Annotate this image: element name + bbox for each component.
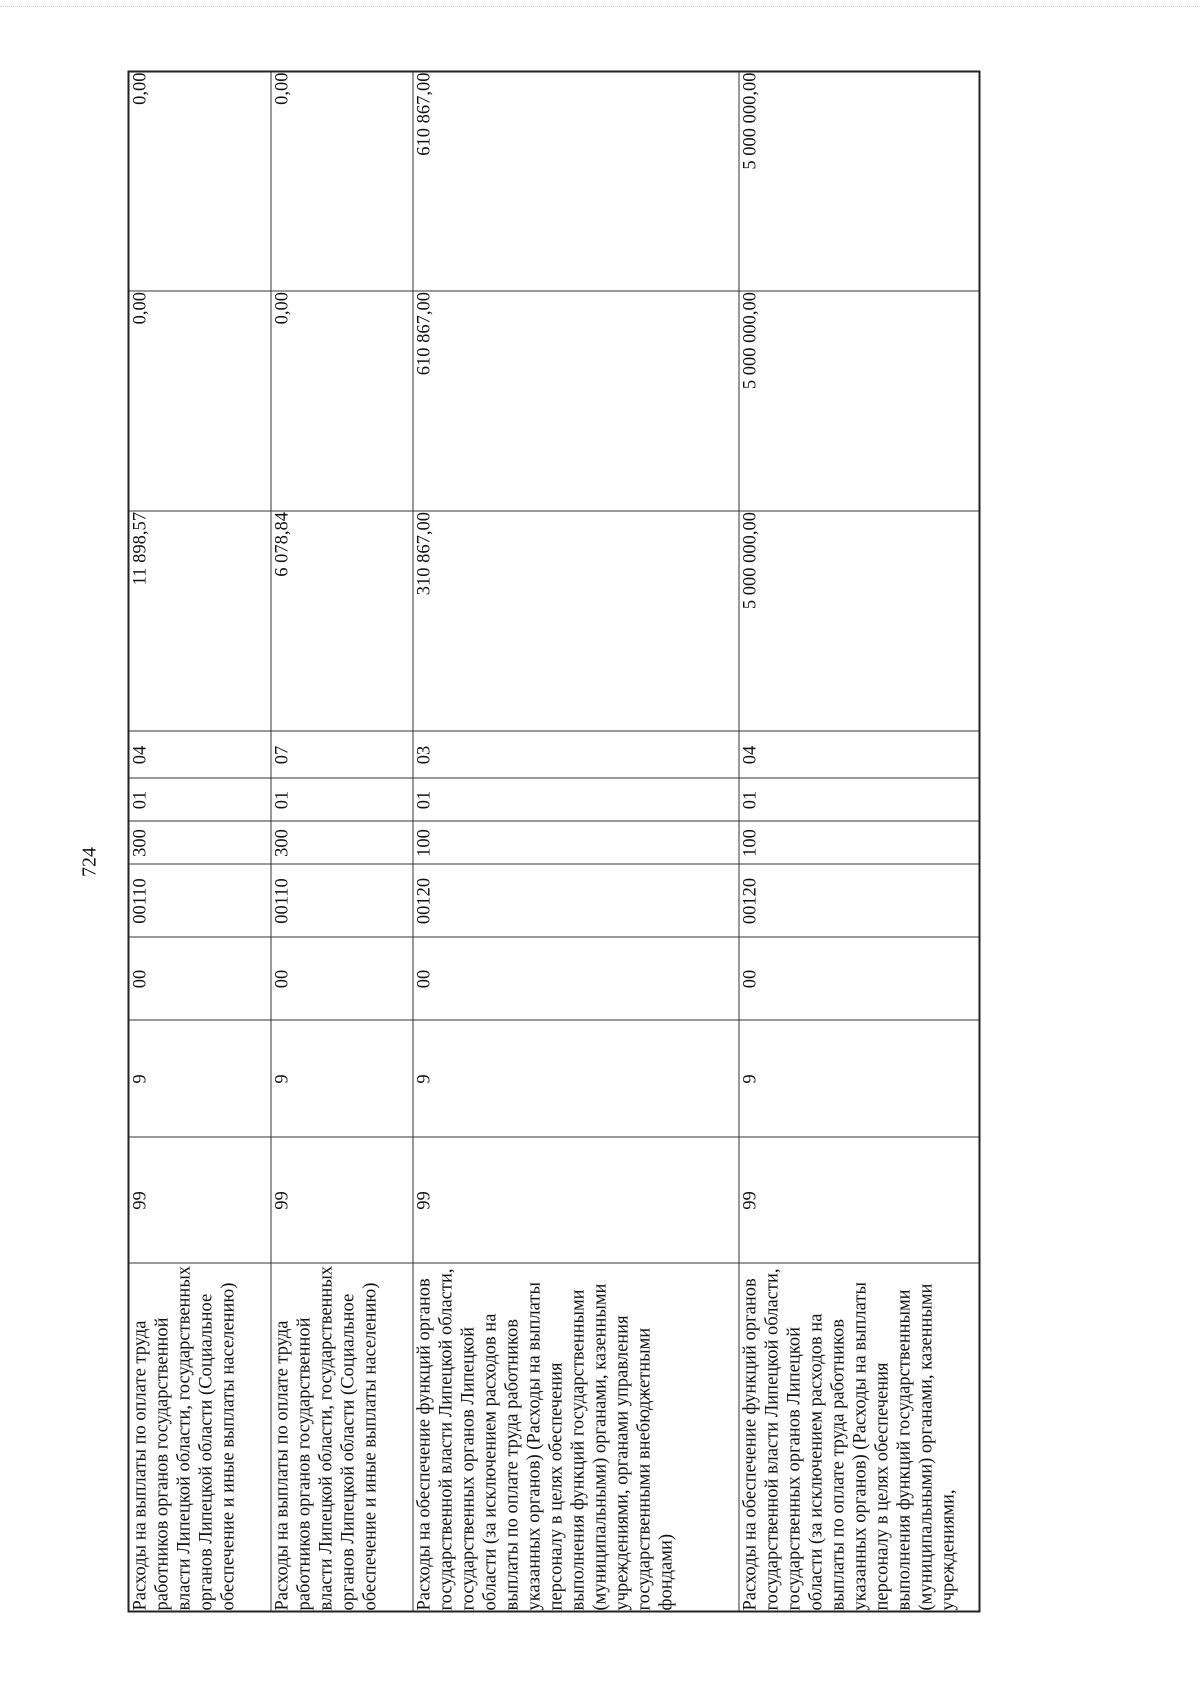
amount-3: 0,00 (129, 71, 271, 291)
row-description: Расходы на выплаты по оплате труда работников органов государственной власти Липецкой области, государственных органов Липецкой области (Социальное обеспечение и иные выплаты населению) (129, 1263, 271, 1611)
amount-3: 0,00 (271, 71, 413, 291)
table-row (129, 71, 271, 1611)
amount-2: 0,00 (129, 291, 271, 511)
amount-2: 0,00 (271, 291, 413, 511)
code-subprogram: 9 (129, 1020, 271, 1137)
scan-top-edge (0, 6, 1200, 7)
code-subprogram: 9 (739, 1020, 980, 1137)
code-subsection: 03 (413, 731, 739, 778)
row-description: Расходы на выплаты по оплате труда работников органов государственной власти Липецкой области, государственных органов Липецкой области (Социальное обеспечение и иные выплаты населению) (271, 1263, 413, 1611)
amount-3: 5 000 000,00 (739, 71, 980, 291)
code-expense-type: 300 (129, 821, 271, 864)
code-direction: 00120 (739, 864, 980, 937)
page-number-text: 724 (78, 847, 101, 877)
code-section: 01 (413, 778, 739, 821)
code-program: 99 (413, 1137, 739, 1263)
code-subprogram: 9 (413, 1020, 739, 1137)
code-section: 01 (271, 778, 413, 821)
code-program: 99 (739, 1137, 980, 1263)
table-row (739, 71, 980, 1611)
rotated-table-wrapper (128, 72, 979, 1612)
amount-1: 5 000 000,00 (739, 511, 980, 731)
code-program: 99 (129, 1137, 271, 1263)
amount-1: 310 867,00 (413, 511, 739, 731)
code-main-event: 00 (739, 937, 980, 1020)
code-section: 01 (739, 778, 980, 821)
code-subprogram: 9 (271, 1020, 413, 1137)
amount-2: 5 000 000,00 (739, 291, 980, 511)
code-subsection: 04 (739, 731, 980, 778)
code-section: 01 (129, 778, 271, 821)
code-direction: 00110 (129, 864, 271, 937)
code-main-event: 00 (271, 937, 413, 1020)
table-row (413, 71, 739, 1611)
code-expense-type: 300 (271, 821, 413, 864)
amount-2: 610 867,00 (413, 291, 739, 511)
row-description: Расходы на обеспечение функций органов государственной власти Липецкой области, государственных органов Липецкой области (за исключением расходов на выплаты по оплате труда работников указанных органов) (Расходы на выплаты персоналу в целях обеспечения выполнения функций государственными (муниципальными) органами, казенными учреждениями, (739, 1263, 980, 1611)
code-expense-type: 100 (739, 821, 980, 864)
amount-1: 11 898,57 (129, 511, 271, 731)
code-subsection: 07 (271, 731, 413, 778)
code-main-event: 00 (129, 937, 271, 1020)
table-row (271, 71, 413, 1611)
code-subsection: 04 (129, 731, 271, 778)
code-expense-type: 100 (413, 821, 739, 864)
row-description: Расходы на обеспечение функций органов государственной власти Липецкой области, государственных органов Липецкой области (за исключением расходов на выплаты по оплате труда работников указанных органов) (Расходы на выплаты персоналу в целях обеспечения выполнения функций государственными (муниципальными) органами, казенными учреждениями, органами управления государственными внебюджетными фондами) (413, 1263, 739, 1611)
code-program: 99 (271, 1137, 413, 1263)
code-direction: 00120 (413, 864, 739, 937)
amount-1: 6 078,84 (271, 511, 413, 731)
budget-table (128, 70, 981, 1612)
code-main-event: 00 (413, 937, 739, 1020)
amount-3: 610 867,00 (413, 71, 739, 291)
code-direction: 00110 (271, 864, 413, 937)
